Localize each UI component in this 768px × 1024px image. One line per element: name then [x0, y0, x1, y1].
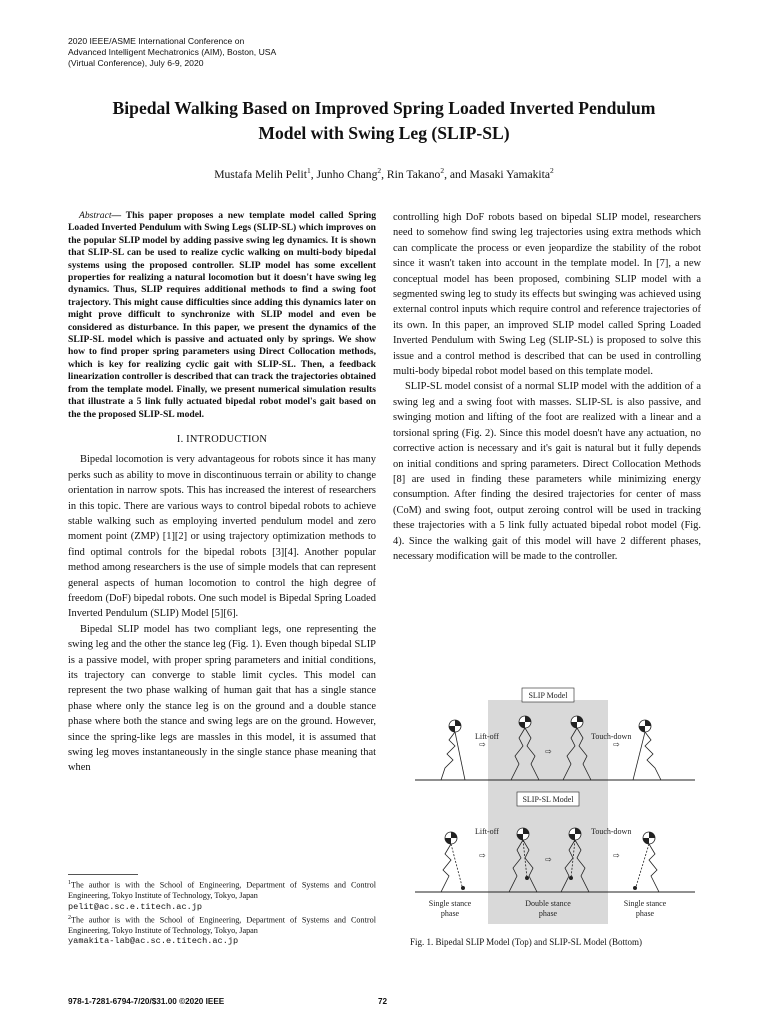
arrow-icon: ⇨ — [613, 851, 620, 860]
email-link[interactable]: pelit@ac.sc.e.titech.ac.jp — [68, 901, 203, 912]
footnote — [68, 878, 376, 913]
body-paragraph: SLIP-SL model consist of a normal SLIP model with the addition of a swing leg and a swing foot with masses. SLIP-SL is also passive, and swinging motion and lifting of the foot are realized with a linear and a torsional spring (Fig. 2). Since this model doesn't have any actuation, no corrective action is necessary and it's gait is natural but it fully depends on initial conditions and spring parameters. Direct Collocation Methods [8] are used in finding these parameters while minimizing energy consumption. After finding the desired trajectories for center of mass (CoM) and swing foot, output zeroing control will be used in tracking these trajectories with a 5 link fully actuated bipedal robot model (Fig. 4). Since the walking gait of this model will have 2 different phases, necessary modification will be made to the controller. — [393, 381, 701, 562]
author-separator: , — [310, 167, 317, 181]
phase-label: Double stance — [525, 899, 571, 908]
author-affiliation-mark: 1 — [306, 166, 311, 175]
figure-1-diagram — [405, 684, 705, 928]
figure-1 — [405, 684, 705, 928]
footnote-text: The author is with the School of Engineering, Department of Systems and Control Engineering, Tokyo Institute of Technology, Tokyo, Japan — [68, 915, 376, 935]
paper-title — [40, 96, 728, 146]
footnote-mark: 2 — [68, 914, 71, 921]
author-affiliation-mark: 2 — [440, 166, 445, 175]
footnote-text: The author is with the School of Engineering, Department of Systems and Control Engineering, Tokyo Institute of Technology, Tokyo, Japan — [68, 880, 376, 901]
abstract-label: Abstract — [79, 210, 112, 221]
title-line: Bipedal Walking Based on Improved Spring Loaded Inverted Pendulum — [112, 98, 656, 118]
arrow-icon: ⇨ — [545, 855, 552, 864]
body-paragraph: controlling high DoF robots based on bipedal SLIP model, researchers need to somehow find swing leg trajectories using extra methods which can complicate the process or even jeopardize the stability of the robot since it wasn't taken into account in the template model. In [7], a new conceptual model has been proposed, combining SLIP model with a segmented swing leg to study its effects but swinging was achieved using external control inputs which require control and reference trajectories of its own. In this paper, an improved SLIP model called Spring Loaded Inverted Pendulum with Swing Leg (SLIP-SL) is proposed to solve this issue and a control method is described that can be used in controlling multi-body bipedal robot model based on this template model. — [393, 212, 701, 378]
right-column — [393, 210, 701, 564]
abstract-text: This paper proposes a new template model called Spring Loaded Inverted Pendulum with Swing Legs (SLIP-SL) which improves on the popular SLIP model by adding passive swing leg dynamics. It is shown that SLIP-SL can be used to realize cyclic walking on multi-body bipedal systems using the proposed controller. SLIP model has some excellent properties for realizing a natural locomotion but it doesn't have swing leg dynamics. Thus, SLIP requires additional methods to find a swing foot trajectory. This might cause difficulties since adding this dynamics later on might prove difficult to synchronize with SLIP model and even be considered as disturbance. In this paper, we present the dynamics of the SLIP-SL model which is passive and actuated only by springs. We show how to find proper spring parameters using Direct Collocation methods, which is key for realizing cyclic gait with SLIP-SL. Then, a feedback linearization controller is described that can track the trajectories obtained from the template model. Finally, we present numerical simulation results that illustrate a 5 link fully actuated bipedal robot model's gait based on the the proposed SLIP-SL model. — [68, 210, 376, 420]
conference-line: 2020 IEEE/ASME International Conference on — [68, 36, 245, 46]
section-heading: I. INTRODUCTION — [176, 433, 268, 445]
footnote — [68, 913, 376, 948]
lift-off-label: Lift-off — [475, 732, 499, 741]
author-name: Masaki Yamakita — [469, 167, 551, 181]
body-paragraph: Bipedal locomotion is very advantageous for robots since it has many perks such as ability to move in discontinuous terrain or ability to change orientation in narrow spots. This has increased the interest of researchers in this topic. There are various ways to control bipedal robots to achieve stable walking such as employing inverted pendulum model and zero moment point (ZMP) [1][2] or using trajectory optimization methods to find optimal controls for the bipedal robots [3][4]. Another popular method among researchers is the use of simple models that can represent general aspects of human locomotion to control the high degree of freedom (DoF) bipedal robots. One such model is Bipedal Spring Loaded Inverted Pendulum (SLIP) Model [5][6]. — [68, 454, 376, 620]
arrow-icon: ⇨ — [545, 747, 552, 756]
abstract — [68, 210, 376, 421]
phase-label: phase — [538, 909, 558, 918]
conference-line: (Virtual Conference), July 6-9, 2020 — [68, 58, 204, 68]
slip-sl-pose-4 — [633, 832, 659, 892]
isbn-copyright: 978-1-7281-6794-7/20/$31.00 ©2020 IEEE — [68, 997, 225, 1006]
author-name: Junho Chang — [316, 167, 378, 181]
author-name: Mustafa Melih Pelit — [214, 167, 307, 181]
phase-label: Single stance — [623, 899, 667, 908]
lift-off-label: Lift-off — [475, 827, 499, 836]
author-separator: , — [381, 167, 387, 181]
author-separator: , and — [444, 167, 470, 181]
body-paragraph: Bipedal SLIP model has two compliant legs, one representing the swing leg and the other the stance leg (Fig. 1). Even though bipedal SLIP is a passive model, with proper spring parameters and initial conditions, its trajectory can converge to stable limit cycles. This model can represent the two phase walking of human gait that has a single stance phase where only the stance leg is on the ground and a double stance phase where both the stance and swing legs are on the ground. However, since the spring-like legs are massles in this model, it is assumed that swing leg moves instantaneously in the single stance phase meaning that when — [68, 623, 376, 774]
phase-label: Single stance — [428, 899, 472, 908]
arrow-icon: ⇨ — [479, 740, 486, 749]
abstract-dash: — — [111, 210, 126, 221]
footnotes — [68, 878, 376, 947]
arrow-icon: ⇨ — [613, 740, 620, 749]
slip-model-label: SLIP Model — [528, 691, 568, 700]
phase-label: phase — [440, 909, 460, 918]
slip-pose-1 — [441, 720, 465, 780]
double-stance-shade — [488, 700, 608, 924]
author-name: Rin Takano — [386, 167, 441, 181]
left-column — [68, 210, 376, 776]
footnote-rule — [68, 874, 138, 875]
touch-down-label: Touch-down — [591, 732, 632, 741]
slip-sl-pose-1 — [441, 832, 465, 892]
author-affiliation-mark: 2 — [377, 166, 382, 175]
author-affiliation-mark: 2 — [550, 166, 554, 175]
conference-line: Advanced Intelligent Mechatronics (AIM), Boston, USA — [68, 47, 277, 57]
figure-caption: Fig. 1. Bipedal SLIP Model (Top) and SLIP-SL Model (Bottom) — [410, 937, 642, 947]
arrow-icon: ⇨ — [479, 851, 486, 860]
slip-pose-4 — [633, 720, 661, 780]
slip-sl-model-label: SLIP-SL Model — [522, 795, 574, 804]
touch-down-label: Touch-down — [591, 827, 632, 836]
footnote-mark: 1 — [68, 880, 71, 886]
page-number: 72 — [378, 997, 388, 1006]
phase-label: phase — [635, 909, 655, 918]
email-link[interactable]: yamakita-lab@ac.sc.e.titech.ac.jp — [68, 936, 239, 947]
author-list — [40, 166, 728, 181]
title-line: Model with Swing Leg (SLIP-SL) — [258, 123, 510, 143]
conference-header — [68, 36, 276, 69]
